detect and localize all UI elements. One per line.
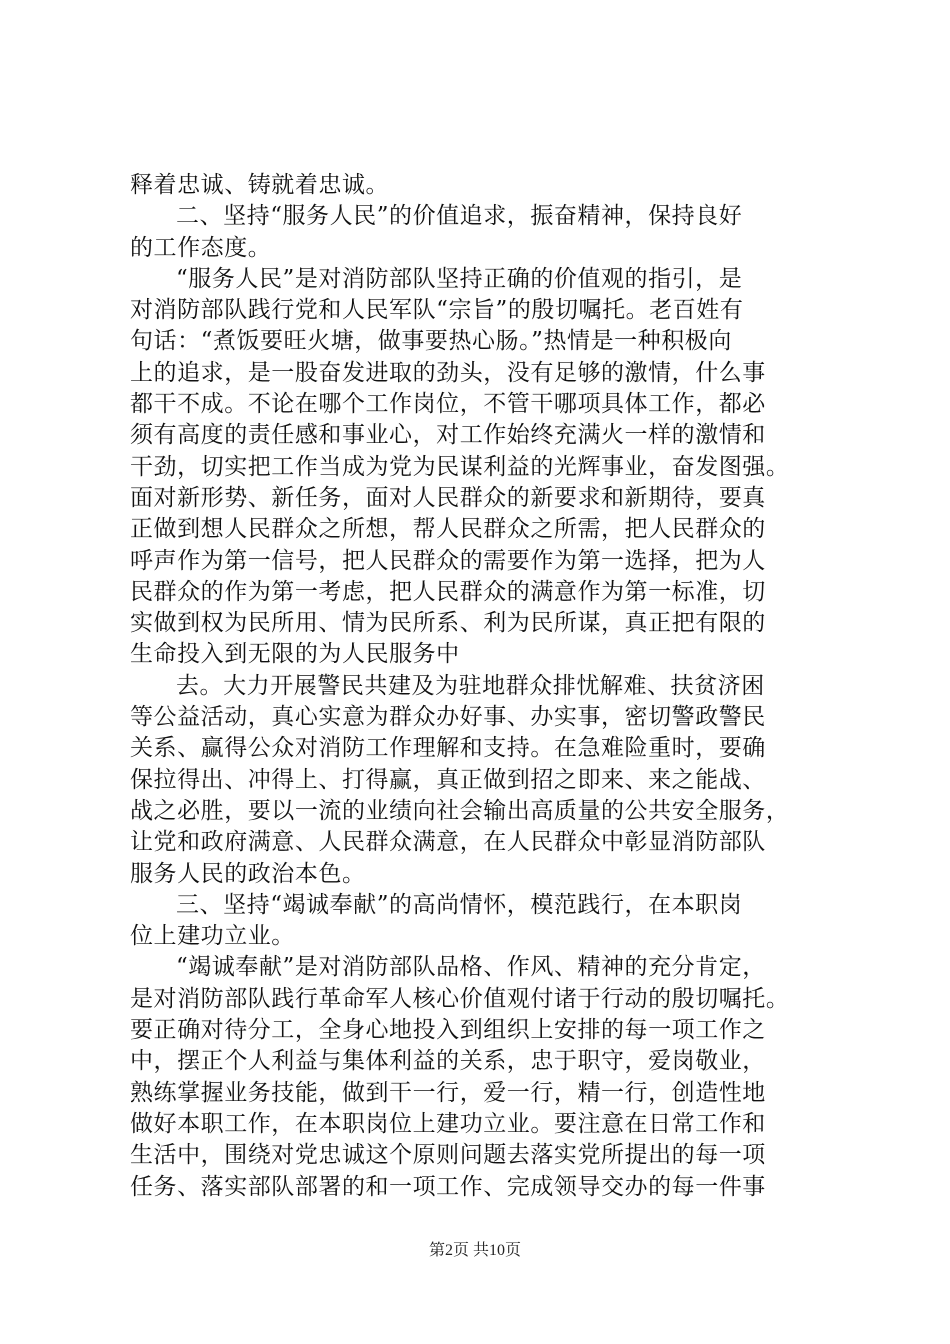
text-line: 句话：“煮饭要旺火塘，做事要热心肠。”热情是一种积极向 bbox=[130, 328, 732, 355]
text-line: 关系、赢得公众对消防工作理解和支持。在急难险重时，要确 bbox=[130, 735, 766, 762]
text-line: 战之必胜，要以一流的业绩向社会输出高质量的公共安全服务， bbox=[130, 797, 790, 824]
text-line: 上的追求，是一股奋发进取的劲头，没有足够的激情，什么事 bbox=[130, 359, 766, 386]
text-line: 正做到想人民群众之所想，帮人民群众之所需，把人民群众的 bbox=[130, 516, 766, 543]
section-heading-line: 位上建功立业。 bbox=[130, 923, 295, 950]
text-line: 须有高度的责任感和事业心，对工作始终充满火一样的激情和 bbox=[130, 422, 766, 449]
text-line: 民群众的作为第一考虑，把人民群众的满意作为第一标准，切 bbox=[130, 578, 766, 605]
text-line: 要正确对待分工，全身心地投入到组织上安排的每一项工作之 bbox=[130, 1017, 766, 1044]
text-line: 释着忠诚、铸就着忠诚。 bbox=[130, 172, 390, 198]
text-line: 是对消防部队践行革命军人核心价值观付诸于行动的殷切嘱托。 bbox=[130, 985, 790, 1012]
text-line: 实做到权为民所用、情为民所系、利为民所谋，真正把有限的 bbox=[130, 610, 766, 637]
section-heading-line: 的工作态度。 bbox=[130, 234, 272, 261]
text-line: 保拉得出、冲得上、打得赢，真正做到招之即来、来之能战、 bbox=[130, 766, 766, 793]
section-heading-line: 三、坚持“竭诚奉献”的高尚情怀，模范践行，在本职岗 bbox=[176, 891, 743, 918]
text-line: 服务人民的政治本色。 bbox=[130, 860, 366, 887]
text-line: 等公益活动，真心实意为群众办好事、办实事，密切警政警民 bbox=[130, 704, 766, 731]
text-line: 任务、落实部队部署的和一项工作、完成领导交办的每一件事 bbox=[130, 1173, 766, 1200]
body-text bbox=[130, 170, 835, 1203]
text-line: 都干不成。不论在哪个工作岗位，不管干哪项具体工作，都必 bbox=[130, 391, 766, 418]
text-line: 熟练掌握业务技能，做到干一行，爱一行，精一行，创造性地 bbox=[130, 1079, 766, 1106]
text-line: 让党和政府满意、人民群众满意，在人民群众中彰显消防部队 bbox=[130, 829, 766, 856]
text-line: 生命投入到无限的为人民服务中 bbox=[130, 641, 460, 668]
paragraph-first-line: “竭诚奉献”是对消防部队品格、作风、精神的充分肯定， bbox=[176, 954, 766, 981]
text-line: 干劲，切实把工作当成为党为民谋利益的光辉事业，奋发图强。 bbox=[130, 453, 790, 480]
text-line: 做好本职工作，在本职岗位上建功立业。要注意在日常工作和 bbox=[130, 1110, 766, 1137]
text-line: 中，摆正个人利益与集体利益的关系，忠于职守，爱岗敬业， bbox=[130, 1048, 766, 1075]
page-number-footer: 第2页 共10页 bbox=[428, 1242, 521, 1259]
section-heading-line: 二、坚持“服务人民”的价值追求，振奋精神，保持良好 bbox=[176, 203, 743, 230]
paragraph-first-line: 去。大力开展警民共建及为驻地群众排忧解难、扶贫济困 bbox=[176, 672, 765, 699]
text-line: 对消防部队践行党和人民军队“宗旨”的殷切嘱托。老百姓有 bbox=[130, 297, 744, 324]
text-line: 面对新形势、新任务，面对人民群众的新要求和新期待，要真 bbox=[130, 484, 766, 511]
text-line: 呼声作为第一信号，把人民群众的需要作为第一选择，把为人 bbox=[130, 547, 766, 574]
paragraph-first-line: “服务人民”是对消防部队坚持正确的价值观的指引，是 bbox=[176, 265, 743, 292]
text-line: 生活中，围绕对党忠诚这个原则问题去落实党所提出的每一项 bbox=[130, 1142, 766, 1169]
